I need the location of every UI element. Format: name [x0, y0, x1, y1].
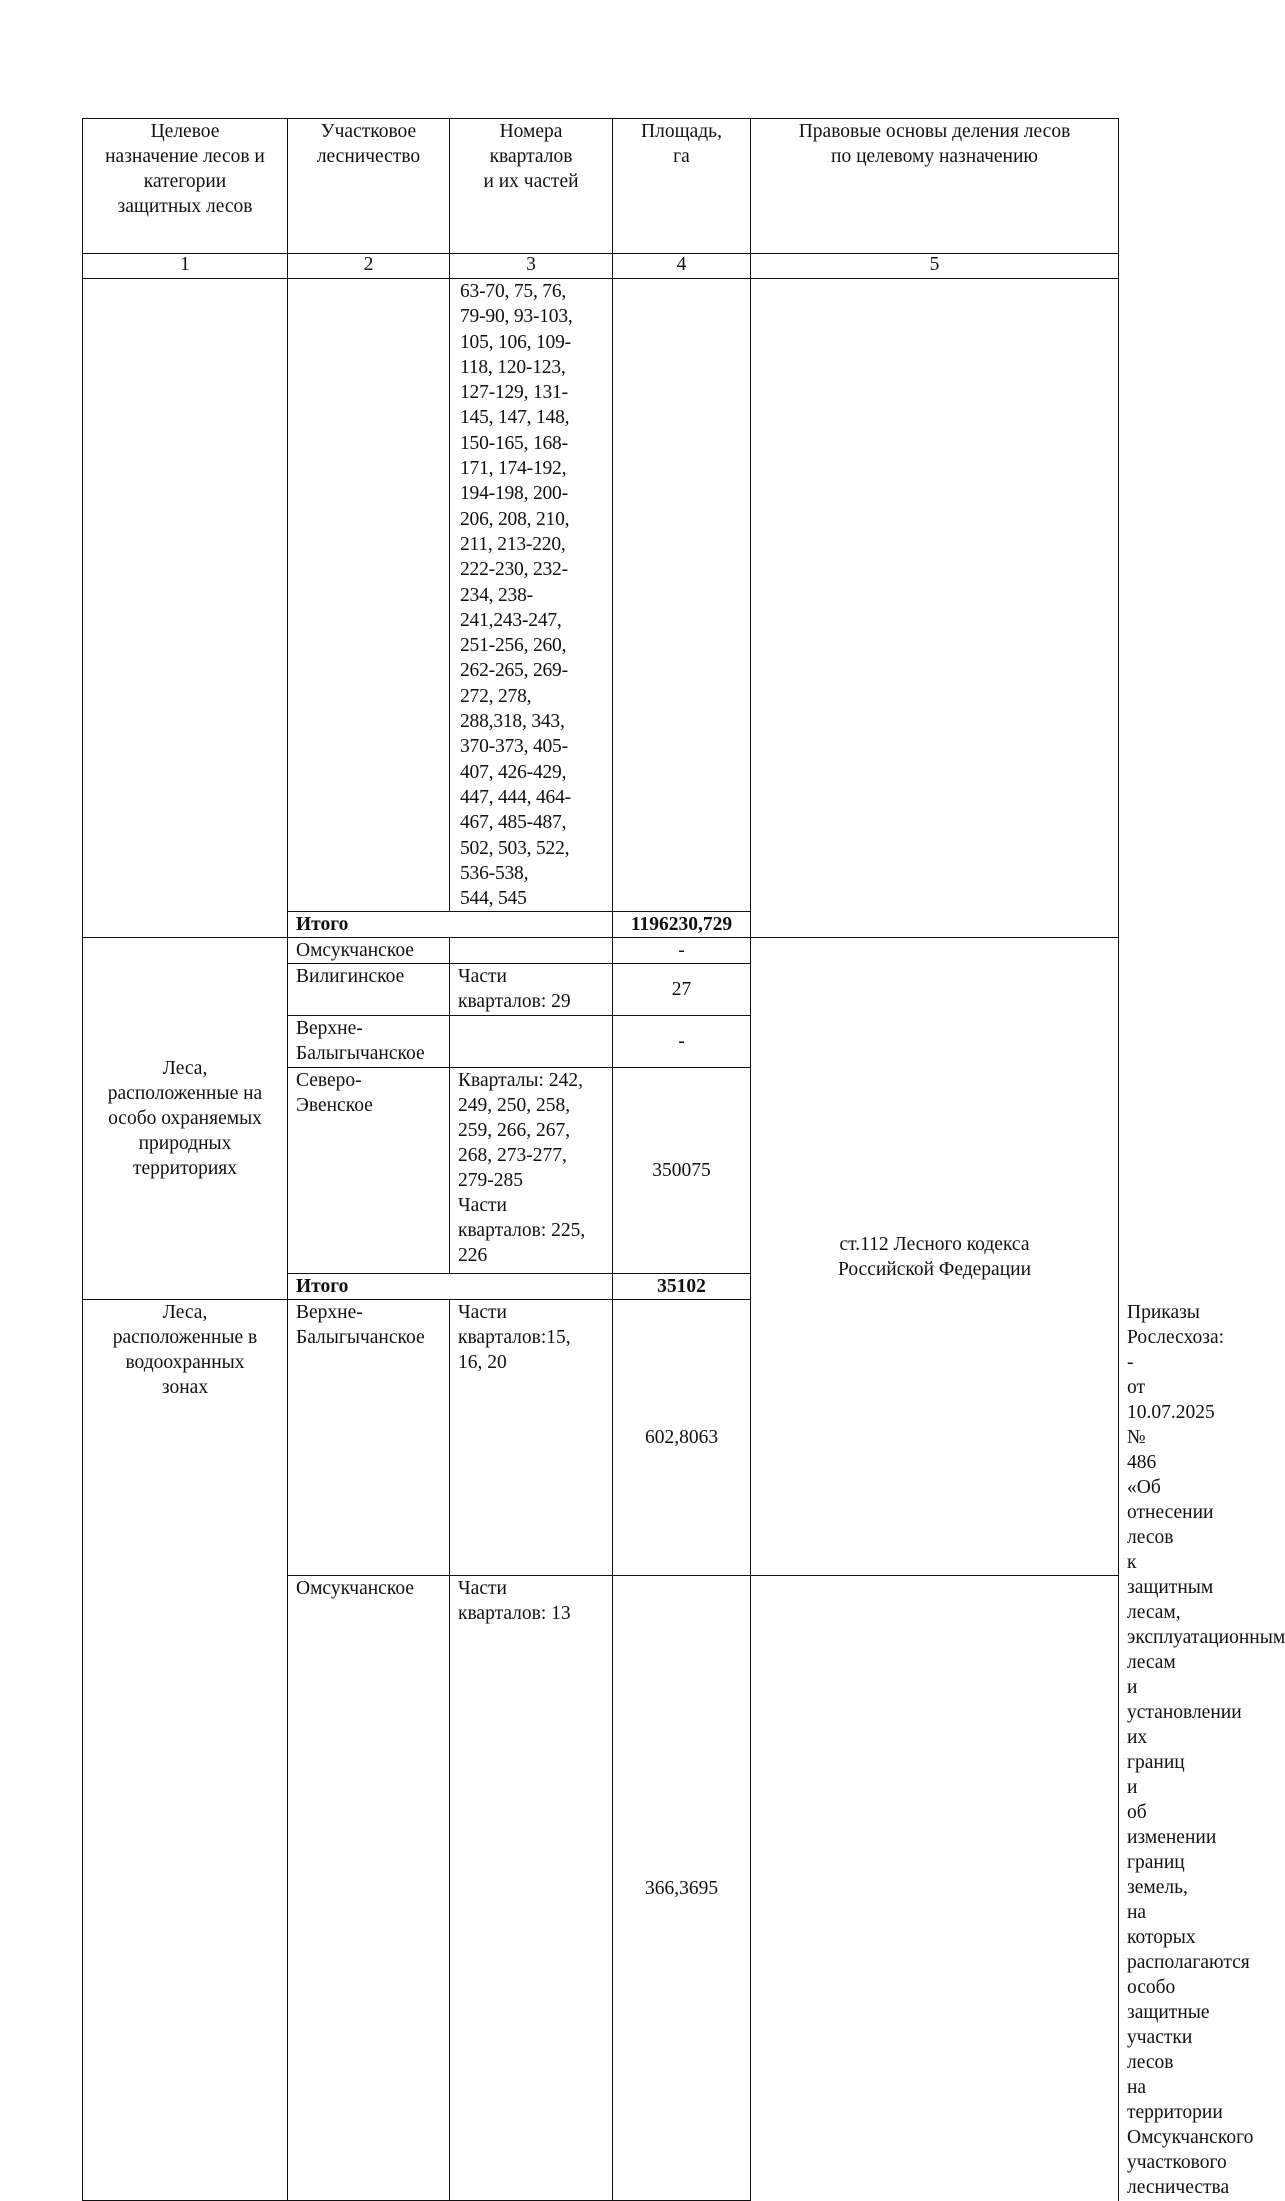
column-number: 1 [83, 254, 288, 279]
total-area: 1196230,729 [613, 912, 751, 938]
protected-category: Леса, расположенные на особо охраняемых природных территориях [83, 938, 288, 1300]
area-value: 602,8063 [613, 1300, 751, 1575]
table-row [83, 938, 1119, 964]
total-label: Итого [288, 912, 613, 938]
header-forestry: Участковое лесничество [288, 119, 450, 254]
header-purpose: Целевое назначение лесов и категории защитных лесов [83, 119, 288, 254]
continuation-forestry-cell [288, 279, 450, 912]
table-row [83, 279, 1119, 912]
continuation-legal-cell [751, 279, 1119, 938]
header-quarters: Номера кварталов и их частей [450, 119, 613, 254]
quarters-cell [450, 938, 613, 964]
forestry-name: Верхне- Балыгычанское [288, 1300, 450, 1575]
table-header-row [83, 119, 1119, 254]
continuation-purpose-cell [83, 279, 288, 938]
continuation-quarters: 63-70, 75, 76, 79-90, 93-103, 105, 106, 109- 118, 120-123, 127-129, 131- 145, 147, 148, 150-165, 168- 171, 174-192, 194-198, 200- 206, 208, 210, 211, 213-220, 222-230, 232- 234, 238- 241,243-247, 251-256, 260, 262-265, 269- 272, 278, 288,318, 343, 370-373, 405- 407, 426-429, 447, 444, 464- 467, 485-487, 502, 503, 522, 536-538, 544, 545 [450, 279, 613, 912]
quarters-cell: Части кварталов: 13 [450, 1575, 613, 2201]
forest-purpose-table [82, 118, 1285, 2201]
column-number: 2 [288, 254, 450, 279]
quarters-cell: Части кварталов:15, 16, 20 [450, 1300, 613, 1575]
header-legal-basis: Правовые основы деления лесов по целевому назначению [751, 119, 1119, 254]
quarters-cell [450, 1016, 613, 1068]
forestry-name: Верхне- Балыгычанское [288, 1016, 450, 1068]
forestry-name: Омсукчанское [288, 938, 450, 964]
total-label: Итого [288, 1274, 613, 1300]
forestry-name: Вилигинское [288, 964, 450, 1016]
column-number: 5 [751, 254, 1119, 279]
continuation-area-cell [613, 279, 751, 912]
area-value: - [613, 1016, 751, 1068]
quarters-cell: Кварталы: 242, 249, 250, 258, 259, 266, 267, 268, 273-277, 279-285 Части кварталов: 225, 226 [450, 1068, 613, 1274]
table-row: Леса, расположенные в водоохранных зонах Верхне- Балыгычанское Части кварталов:15, 16, 20 602,8063 Приказы Рослесхоза: - от 10.07.2025 № 486 «Об отнесении лесов к защитным лесам, эксплуатационным лесам и установлении их границ и об изменении границ земель, на которых располагаются особо защитные участки лесов на территории Омсукчанского участкового лесничества [83, 1300, 1119, 1575]
total-area: 35102 [613, 1274, 751, 1300]
column-number-row [83, 254, 1119, 279]
header-area: Площадь, га [613, 119, 751, 254]
area-value: 350075 [613, 1068, 751, 1274]
quarters-cell: Части кварталов: 29 [450, 964, 613, 1016]
water-category: Леса, расположенные в водоохранных зонах [83, 1300, 288, 2201]
forestry-name: Северо- Эвенское [288, 1068, 450, 1274]
forestry-name: Омсукчанское [288, 1575, 450, 2201]
area-value: - [613, 938, 751, 964]
area-value: 366,3695 [613, 1575, 751, 2201]
column-number: 3 [450, 254, 613, 279]
column-number: 4 [613, 254, 751, 279]
area-value: 27 [613, 964, 751, 1016]
protected-legal-basis: ст.112 Лесного кодекса Российской Федерации [751, 938, 1119, 1575]
